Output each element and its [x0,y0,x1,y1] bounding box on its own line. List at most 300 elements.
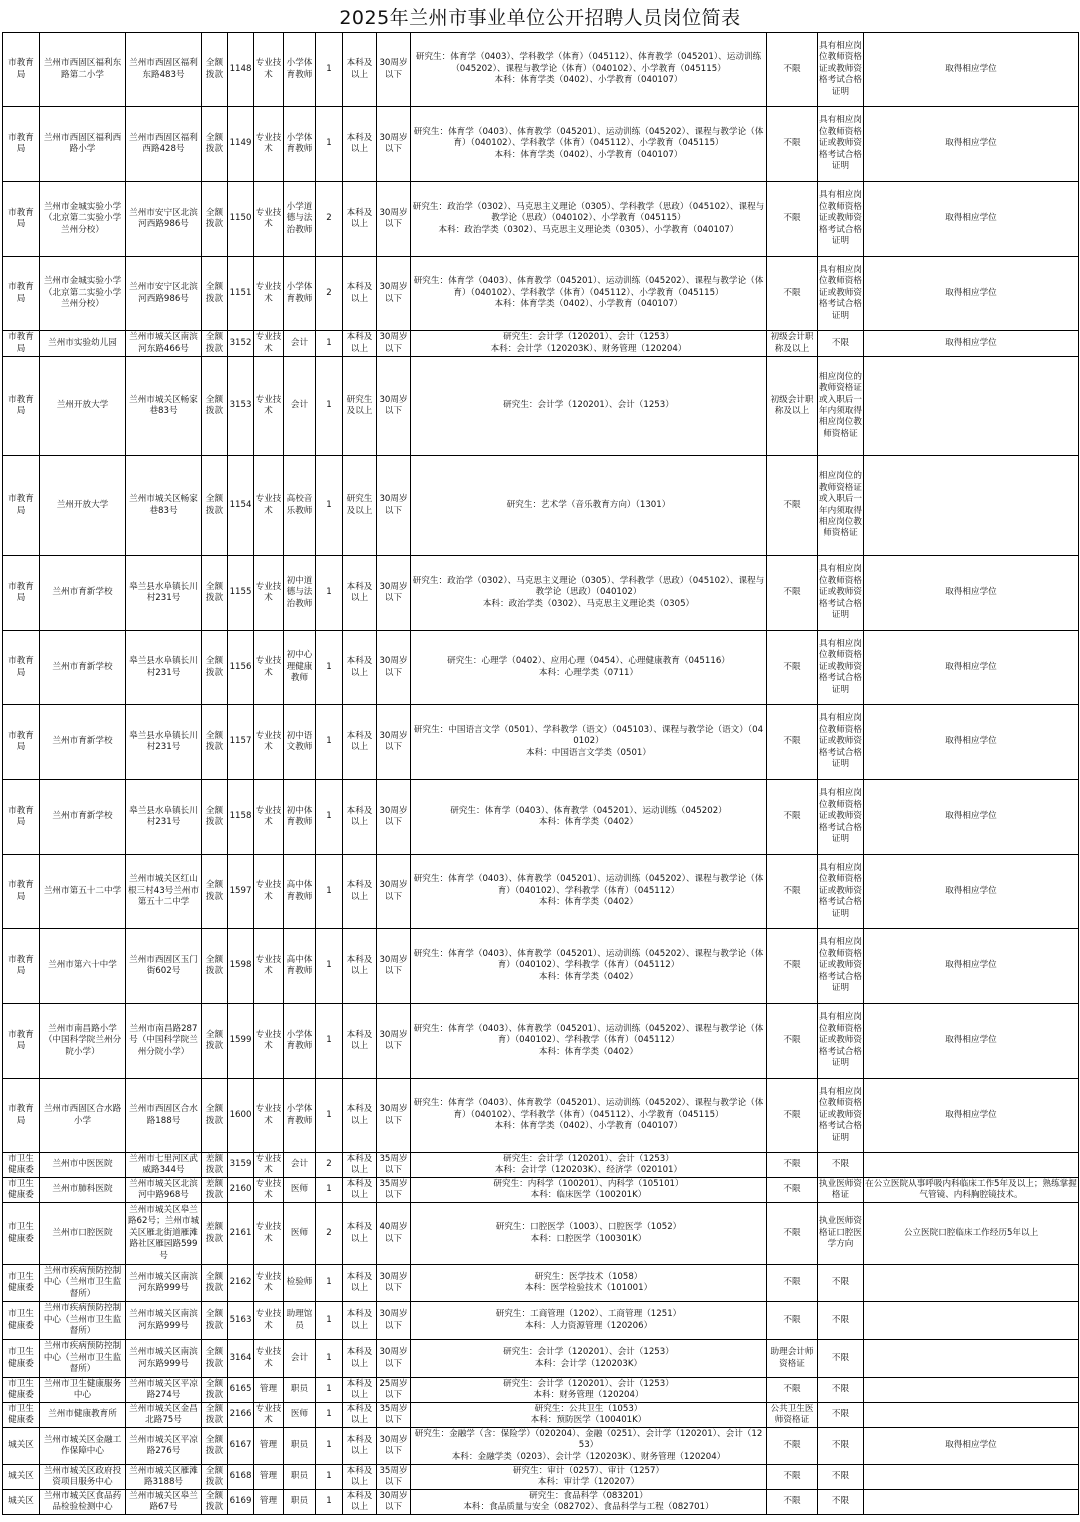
qualification-cell: 初级会计职称及以上 [767,357,818,456]
position-table [2,32,1079,1515]
table-row [3,1079,1079,1153]
employer-cell: 兰州开放大学 [40,456,126,556]
funding-cell: 全额拨款 [202,456,228,556]
other-requirement-cell: 取得相应学位 [864,705,1079,780]
other-requirement-cell: 取得相应学位 [864,631,1079,705]
code-cell: 3153 [228,357,254,456]
post-type-cell: 专业技术 [254,1079,284,1153]
department-cell: 市卫生健康委 [3,1265,40,1302]
address-cell: 兰州市城关区金昌北路75号 [126,1403,202,1428]
post-type-cell: 管理 [254,1378,284,1403]
age-cell: 30周岁以下 [377,257,411,331]
education-cell: 本科及以上 [343,1340,377,1378]
post-type-cell: 专业技术 [254,780,284,855]
funding-cell: 全额拨款 [202,1079,228,1153]
qualification-cell: 不限 [767,1004,818,1079]
qualification-cell: 不限 [767,33,818,107]
funding-cell: 全额拨款 [202,331,228,357]
major-cell: 研究生：会计学（120201）、会计（1253） 本科：会计学（120203K） [411,1340,767,1378]
headcount-cell: 1 [316,1302,343,1340]
employer-cell: 兰州市肺科医院 [40,1178,126,1203]
post-name-cell: 职员 [284,1378,316,1403]
code-cell: 1154 [228,456,254,556]
funding-cell: 全额拨款 [202,631,228,705]
major-cell: 研究生：体育学（0403）、体育教学（045201）、运动训练（045202）、课程与教学论（体育）（040102）、学科教学（体育）（045112）、小学教育（045115） 本科：体育学类（0402）、小学教育（040107） [411,107,767,182]
headcount-cell: 1 [316,1340,343,1378]
certificate-cell: 不限 [818,1378,864,1403]
post-name-cell: 初中心理健康教师 [284,631,316,705]
table-row [3,705,1079,780]
address-cell: 兰州市城关区雁滩路3188号 [126,1465,202,1490]
headcount-cell: 1 [316,331,343,357]
age-cell: 35周岁以下 [377,1465,411,1490]
code-cell: 3152 [228,331,254,357]
department-cell: 市卫生健康委 [3,1340,40,1378]
other-requirement-cell [864,357,1079,456]
other-requirement-cell: 取得相应学位 [864,33,1079,107]
qualification-cell: 不限 [767,1465,818,1490]
major-cell: 研究生：体育学（0403）、体育教学（045201）、运动训练（045202）、课程与教学论（体育）（040102）、学科教学（体育）（045112） 本科：体育学类（0402） [411,1004,767,1079]
major-cell: 研究生：内科学（100201）、内科学（105101） 本科：临床医学（100201K） [411,1178,767,1203]
qualification-cell: 不限 [767,705,818,780]
qualification-cell: 不限 [767,1490,818,1515]
address-cell: 兰州市城关区北滨河中路968号 [126,1178,202,1203]
table-row [3,1004,1079,1079]
post-name-cell: 小学体育教师 [284,33,316,107]
employer-cell: 兰州市西固区福利东路第二小学 [40,33,126,107]
certificate-cell: 不限 [818,1302,864,1340]
education-cell: 本科及以上 [343,1428,377,1465]
other-requirement-cell: 取得相应学位 [864,855,1079,929]
headcount-cell: 2 [316,1153,343,1178]
department-cell: 市教育局 [3,1079,40,1153]
code-cell: 2166 [228,1403,254,1428]
post-type-cell: 专业技术 [254,257,284,331]
education-cell: 本科及以上 [343,855,377,929]
employer-cell: 兰州市城关区金融工作保障中心 [40,1428,126,1465]
employer-cell: 兰州市育新学校 [40,705,126,780]
post-type-cell: 专业技术 [254,556,284,631]
department-cell: 市卫生健康委 [3,1153,40,1178]
certificate-cell: 不限 [818,1340,864,1378]
headcount-cell: 1 [316,929,343,1004]
headcount-cell: 1 [316,357,343,456]
address-cell: 兰州市西固区合水路188号 [126,1079,202,1153]
post-name-cell: 职员 [284,1428,316,1465]
other-requirement-cell: 取得相应学位 [864,107,1079,182]
major-cell: 研究生：体育学（0403）、体育教学（045201）、运动训练（045202） 本科：体育学类（0402） [411,780,767,855]
major-cell: 研究生：金融学（含：保险学）（020204）、金融（0251）、会计学（120201）、会计（1253） 本科：金融学类（0203）、会计学（120203K）、财务管理（120204） [411,1428,767,1465]
major-cell: 研究生：公共卫生（1053） 本科：预防医学（100401K） [411,1403,767,1428]
funding-cell: 全额拨款 [202,556,228,631]
certificate-cell: 具有相应岗位教师资格证或教师资格考试合格证明 [818,556,864,631]
code-cell: 3164 [228,1340,254,1378]
education-cell: 研究生及以上 [343,456,377,556]
age-cell: 30周岁以下 [377,182,411,257]
headcount-cell: 1 [316,1378,343,1403]
age-cell: 30周岁以下 [377,456,411,556]
table-row [3,780,1079,855]
qualification-cell: 不限 [767,1302,818,1340]
address-cell: 兰州市西固区福利东路483号 [126,33,202,107]
department-cell: 市教育局 [3,929,40,1004]
funding-cell: 差额拨款 [202,1153,228,1178]
address-cell: 兰州市城关区皋兰路62号；兰州市城关区雁北街道雁滩路社区雁园路599号 [126,1203,202,1265]
address-cell: 皋兰县水阜镇长川村231号 [126,556,202,631]
employer-cell: 兰州开放大学 [40,357,126,456]
qualification-cell: 不限 [767,556,818,631]
post-type-cell: 管理 [254,1490,284,1515]
qualification-cell: 不限 [767,1153,818,1178]
address-cell: 兰州市城关区南滨河东路999号 [126,1340,202,1378]
post-type-cell: 专业技术 [254,1302,284,1340]
other-requirement-cell: 取得相应学位 [864,1428,1079,1465]
address-cell: 兰州市城关区皋兰路67号 [126,1490,202,1515]
certificate-cell: 具有相应岗位教师资格证或教师资格考试合格证明 [818,107,864,182]
address-cell: 兰州市城关区畅家巷83号 [126,456,202,556]
headcount-cell: 1 [316,1403,343,1428]
post-type-cell: 专业技术 [254,107,284,182]
age-cell: 35周岁以下 [377,1153,411,1178]
post-name-cell: 会计 [284,1340,316,1378]
code-cell: 5163 [228,1302,254,1340]
funding-cell: 全额拨款 [202,1490,228,1515]
education-cell: 本科及以上 [343,1403,377,1428]
employer-cell: 兰州市口腔医院 [40,1203,126,1265]
education-cell: 研究生及以上 [343,357,377,456]
headcount-cell: 1 [316,107,343,182]
funding-cell: 全额拨款 [202,257,228,331]
post-type-cell: 专业技术 [254,1265,284,1302]
table-row [3,357,1079,456]
post-name-cell: 小学体育教师 [284,107,316,182]
other-requirement-cell [864,1378,1079,1403]
post-name-cell: 会计 [284,1153,316,1178]
address-cell: 皋兰县水阜镇长川村231号 [126,631,202,705]
certificate-cell: 相应岗位的教师资格证或入职后一年内须取得相应岗位教师资格证 [818,357,864,456]
education-cell: 本科及以上 [343,705,377,780]
post-name-cell: 会计 [284,331,316,357]
funding-cell: 全额拨款 [202,1465,228,1490]
certificate-cell: 相应岗位的教师资格证或入职后一年内须取得相应岗位教师资格证 [818,456,864,556]
education-cell: 本科及以上 [343,1178,377,1203]
other-requirement-cell [864,1403,1079,1428]
department-cell: 市教育局 [3,107,40,182]
major-cell: 研究生：体育学（0403）、体育教学（045201）、运动训练（045202）、课程与教学论（体育）（040102）、学科教学（体育）（045112） 本科：体育学类（0402） [411,855,767,929]
certificate-cell: 不限 [818,331,864,357]
post-name-cell: 小学体育教师 [284,1079,316,1153]
qualification-cell: 不限 [767,107,818,182]
headcount-cell: 1 [316,556,343,631]
age-cell: 30周岁以下 [377,1004,411,1079]
code-cell: 6165 [228,1378,254,1403]
department-cell: 市卫生健康委 [3,1178,40,1203]
qualification-cell: 不限 [767,456,818,556]
certificate-cell: 具有相应岗位教师资格证或教师资格考试合格证明 [818,257,864,331]
post-type-cell: 专业技术 [254,1004,284,1079]
code-cell: 1156 [228,631,254,705]
education-cell: 本科及以上 [343,182,377,257]
department-cell: 市教育局 [3,257,40,331]
age-cell: 30周岁以下 [377,1302,411,1340]
certificate-cell: 具有相应岗位教师资格证或教师资格考试合格证明 [818,780,864,855]
department-cell: 市教育局 [3,182,40,257]
age-cell: 30周岁以下 [377,1490,411,1515]
department-cell: 市教育局 [3,780,40,855]
code-cell: 1598 [228,929,254,1004]
qualification-cell: 不限 [767,631,818,705]
table-row [3,107,1079,182]
code-cell: 2162 [228,1265,254,1302]
department-cell: 市卫生健康委 [3,1302,40,1340]
table-row [3,456,1079,556]
table-row [3,33,1079,107]
table-row [3,1490,1079,1515]
table-row [3,1178,1079,1203]
funding-cell: 全额拨款 [202,1378,228,1403]
address-cell: 兰州市安宁区北滨河西路986号 [126,182,202,257]
age-cell: 30周岁以下 [377,855,411,929]
code-cell: 1151 [228,257,254,331]
employer-cell: 兰州市城关区食品药品检验检测中心 [40,1490,126,1515]
employer-cell: 兰州市育新学校 [40,631,126,705]
major-cell: 研究生：体育学（0403）、体育教学（045201）、运动训练（045202）、课程与教学论（体育）（040102）、学科教学（体育）（045112） 本科：体育学类（0402） [411,929,767,1004]
department-cell: 市教育局 [3,556,40,631]
major-cell: 研究生：会计学（120201）、会计（1253） 本科：财务管理（120204） [411,1378,767,1403]
age-cell: 30周岁以下 [377,331,411,357]
certificate-cell: 具有相应岗位教师资格证或教师资格考试合格证明 [818,929,864,1004]
post-type-cell: 专业技术 [254,929,284,1004]
major-cell: 研究生：中国语言文学（0501）、学科教学（语文）（045103）、课程与教学论（语文）（040102） 本科：中国语言文学类（0501） [411,705,767,780]
employer-cell: 兰州市中医医院 [40,1153,126,1178]
post-name-cell: 小学体育教师 [284,257,316,331]
post-name-cell: 检验师 [284,1265,316,1302]
table-row [3,331,1079,357]
table-row [3,855,1079,929]
department-cell: 市教育局 [3,1004,40,1079]
qualification-cell: 不限 [767,929,818,1004]
major-cell: 研究生：体育学（0403）、学科教学（体育）（045112）、体育教学（045201）、运动训练（045202）、课程与教学论（体育）（040102）、小学教育（045115） 本科：体育学类（0402）、小学教育（040107） [411,33,767,107]
post-name-cell: 医师 [284,1203,316,1265]
headcount-cell: 1 [316,456,343,556]
qualification-cell: 不限 [767,1203,818,1265]
certificate-cell: 具有相应岗位教师资格证或教师资格考试合格证明 [818,631,864,705]
education-cell: 本科及以上 [343,780,377,855]
certificate-cell: 不限 [818,1465,864,1490]
funding-cell: 全额拨款 [202,855,228,929]
funding-cell: 差额拨款 [202,1203,228,1265]
address-cell: 兰州市安宁区北滨河西路986号 [126,257,202,331]
education-cell: 本科及以上 [343,556,377,631]
funding-cell: 全额拨款 [202,182,228,257]
major-cell: 研究生：政治学（0302）、马克思主义理论（0305）、学科教学（思政）（045102）、课程与教学论（思政）（040102） 本科：政治学类（0302）、马克思主义理论类（0305） [411,556,767,631]
address-cell: 兰州市城关区红山根三村43号兰州市第五十二中学 [126,855,202,929]
post-type-cell: 专业技术 [254,631,284,705]
funding-cell: 全额拨款 [202,107,228,182]
department-cell: 城关区 [3,1490,40,1515]
other-requirement-cell [864,1302,1079,1340]
code-cell: 1149 [228,107,254,182]
funding-cell: 全额拨款 [202,1340,228,1378]
code-cell: 1158 [228,780,254,855]
department-cell: 城关区 [3,1428,40,1465]
certificate-cell: 执业医师资格证 [818,1178,864,1203]
qualification-cell: 不限 [767,257,818,331]
age-cell: 30周岁以下 [377,1428,411,1465]
post-name-cell: 初中语文教师 [284,705,316,780]
funding-cell: 全额拨款 [202,1004,228,1079]
code-cell: 2160 [228,1178,254,1203]
employer-cell: 兰州市健康教育所 [40,1403,126,1428]
certificate-cell: 具有相应岗位教师资格证或教师资格考试合格证明 [818,705,864,780]
department-cell: 市教育局 [3,631,40,705]
post-name-cell: 小学道德与法治教师 [284,182,316,257]
qualification-cell: 初级会计职称及以上 [767,331,818,357]
address-cell: 兰州市西固区玉门街602号 [126,929,202,1004]
table-row [3,182,1079,257]
post-type-cell: 管理 [254,1428,284,1465]
age-cell: 40周岁以下 [377,1203,411,1265]
headcount-cell: 1 [316,780,343,855]
code-cell: 6167 [228,1428,254,1465]
education-cell: 本科及以上 [343,1203,377,1265]
certificate-cell: 具有相应岗位教师资格证或教师资格考试合格证明 [818,33,864,107]
post-name-cell: 高校音乐教师 [284,456,316,556]
post-name-cell: 初中道德与法治教师 [284,556,316,631]
age-cell: 30周岁以下 [377,780,411,855]
education-cell: 本科及以上 [343,1153,377,1178]
address-cell: 兰州市城关区南滨河东路999号 [126,1265,202,1302]
age-cell: 30周岁以下 [377,1340,411,1378]
qualification-cell: 助理会计师资格证 [767,1340,818,1378]
address-cell: 兰州市城关区平凉路274号 [126,1378,202,1403]
major-cell: 研究生：政治学（0302）、马克思主义理论（0305）、学科教学（思政）（045102）、课程与教学论（思政）（040102）、小学教育（045115） 本科：政治学类（0302）、马克思主义理论类（0305）、小学教育（040107） [411,182,767,257]
employer-cell: 兰州市城关区政府投资项目服务中心 [40,1465,126,1490]
age-cell: 30周岁以下 [377,107,411,182]
table-row [3,1203,1079,1265]
other-requirement-cell [864,456,1079,556]
post-name-cell: 会计 [284,357,316,456]
table-row [3,556,1079,631]
education-cell: 本科及以上 [343,631,377,705]
other-requirement-cell: 取得相应学位 [864,1079,1079,1153]
qualification-cell: 不限 [767,1079,818,1153]
major-cell: 研究生：审计（0257）、审计（1257） 本科：审计学（120207） [411,1465,767,1490]
education-cell: 本科及以上 [343,1079,377,1153]
employer-cell: 兰州市育新学校 [40,780,126,855]
department-cell: 市教育局 [3,855,40,929]
table-row [3,1265,1079,1302]
other-requirement-cell [864,1265,1079,1302]
post-type-cell: 专业技术 [254,456,284,556]
major-cell: 研究生：艺术学（音乐教育方向）（1301） [411,456,767,556]
age-cell: 30周岁以下 [377,1079,411,1153]
headcount-cell: 2 [316,1203,343,1265]
post-name-cell: 助理馆员 [284,1302,316,1340]
headcount-cell: 1 [316,1178,343,1203]
code-cell: 6169 [228,1490,254,1515]
post-type-cell: 专业技术 [254,855,284,929]
other-requirement-cell: 在公立医院从事呼吸内科临床工作5年及以上；熟练掌握气管镜、内科胸腔镜技术。 [864,1178,1079,1203]
other-requirement-cell [864,1153,1079,1178]
employer-cell: 兰州市疾病预防控制中心（兰州市卫生监督所） [40,1265,126,1302]
department-cell: 市教育局 [3,33,40,107]
employer-cell: 兰州市第六十中学 [40,929,126,1004]
certificate-cell: 具有相应岗位教师资格证或教师资格考试合格证明 [818,855,864,929]
funding-cell: 全额拨款 [202,705,228,780]
department-cell: 城关区 [3,1465,40,1490]
code-cell: 1597 [228,855,254,929]
employer-cell: 兰州市卫生健康服务中心 [40,1378,126,1403]
table-row [3,1428,1079,1465]
funding-cell: 全额拨款 [202,1428,228,1465]
major-cell: 研究生：会计学（120201）、会计（1253） 本科：会计学（120203K）、经济学（020101） [411,1153,767,1178]
headcount-cell: 1 [316,705,343,780]
other-requirement-cell [864,1340,1079,1378]
post-name-cell: 职员 [284,1465,316,1490]
certificate-cell: 具有相应岗位教师资格证或教师资格考试合格证明 [818,1079,864,1153]
qualification-cell: 不限 [767,1378,818,1403]
code-cell: 6168 [228,1465,254,1490]
major-cell: 研究生：会计学（120201）、会计（1253） 本科：会计学（120203K）、财务管理（120204） [411,331,767,357]
funding-cell: 全额拨款 [202,929,228,1004]
major-cell: 研究生：会计学（120201）、会计（1253） [411,357,767,456]
post-type-cell: 专业技术 [254,1178,284,1203]
funding-cell: 全额拨款 [202,1403,228,1428]
other-requirement-cell [864,1490,1079,1515]
employer-cell: 兰州市西固区合水路小学 [40,1079,126,1153]
education-cell: 本科及以上 [343,929,377,1004]
certificate-cell: 不限 [818,1265,864,1302]
employer-cell: 兰州市第五十二中学 [40,855,126,929]
age-cell: 30周岁以下 [377,631,411,705]
qualification-cell: 不限 [767,1265,818,1302]
age-cell: 35周岁以下 [377,1178,411,1203]
education-cell: 本科及以上 [343,257,377,331]
post-name-cell: 高中体育教师 [284,929,316,1004]
address-cell: 兰州市城关区平凉路276号 [126,1428,202,1465]
table-row [3,1302,1079,1340]
table-row [3,1340,1079,1378]
post-type-cell: 专业技术 [254,1203,284,1265]
major-cell: 研究生：医学技术（1058） 本科：医学检验技术（101001） [411,1265,767,1302]
page-title: 2025年兰州市事业单位公开招聘人员岗位简表 [339,7,741,29]
employer-cell: 兰州市疾病预防控制中心（兰州市卫生监督所） [40,1340,126,1378]
employer-cell: 兰州市育新学校 [40,556,126,631]
major-cell: 研究生：食品科学（083201） 本科：食品质量与安全（082702）、食品科学与工程（082701） [411,1490,767,1515]
employer-cell: 兰州市南昌路小学（中国科学院兰州分院小学） [40,1004,126,1079]
certificate-cell: 不限 [818,1490,864,1515]
code-cell: 1157 [228,705,254,780]
age-cell: 30周岁以下 [377,705,411,780]
age-cell: 25周岁以下 [377,1378,411,1403]
funding-cell: 全额拨款 [202,357,228,456]
post-type-cell: 管理 [254,1465,284,1490]
education-cell: 本科及以上 [343,331,377,357]
education-cell: 本科及以上 [343,1490,377,1515]
code-cell: 1148 [228,33,254,107]
education-cell: 本科及以上 [343,107,377,182]
age-cell: 30周岁以下 [377,33,411,107]
funding-cell: 全额拨款 [202,33,228,107]
post-type-cell: 专业技术 [254,33,284,107]
other-requirement-cell: 取得相应学位 [864,780,1079,855]
certificate-cell: 不限 [818,1428,864,1465]
address-cell: 兰州市南昌路287号（中国科学院兰州分院小学） [126,1004,202,1079]
table-row [3,1153,1079,1178]
post-name-cell: 医师 [284,1403,316,1428]
other-requirement-cell: 取得相应学位 [864,257,1079,331]
